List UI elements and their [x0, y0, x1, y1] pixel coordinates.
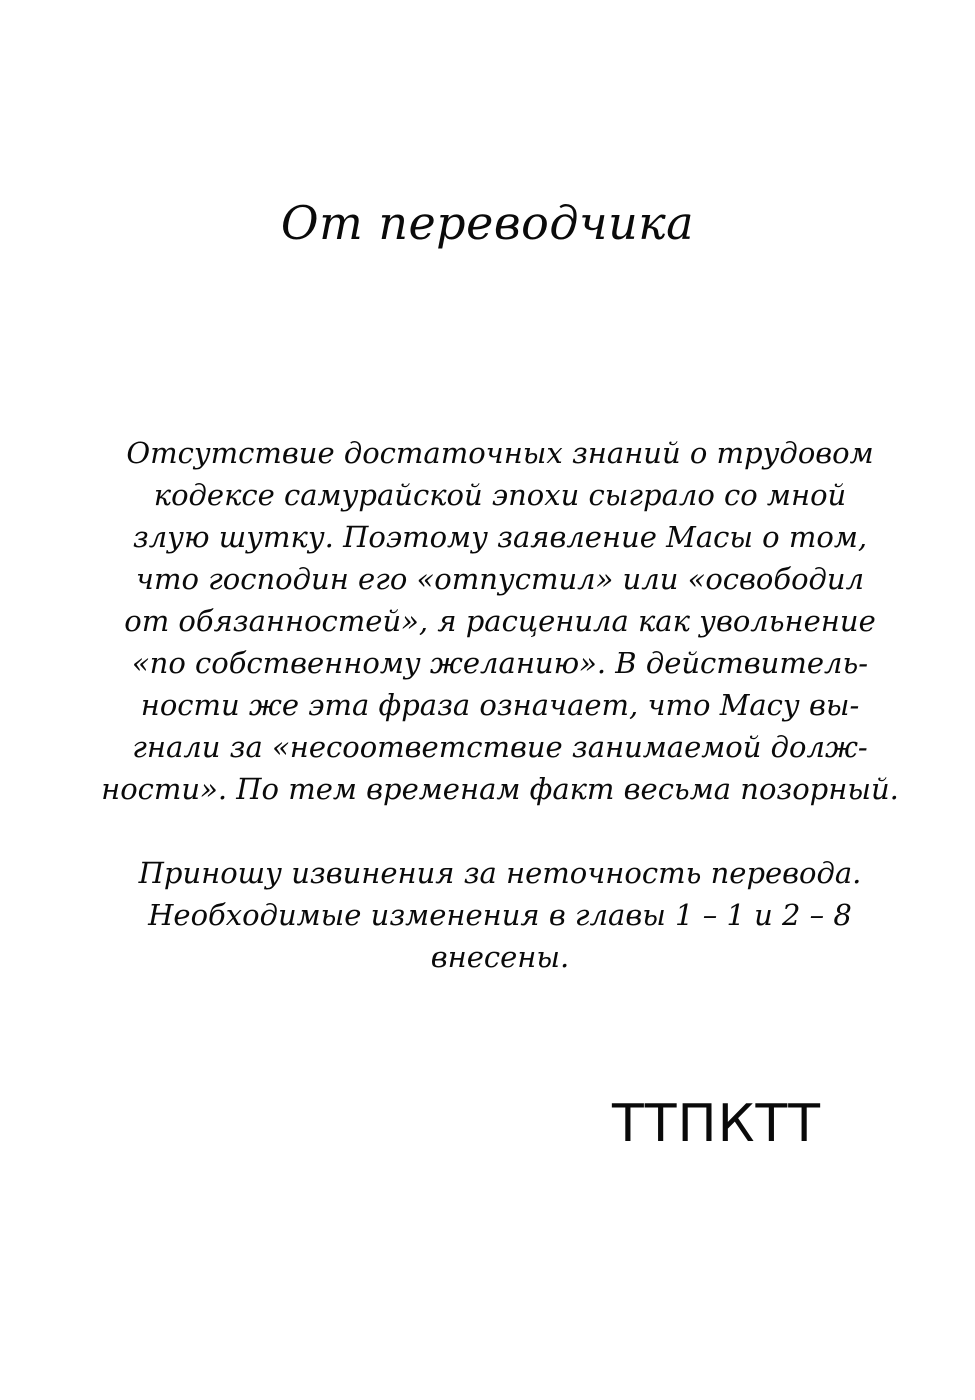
- text-line: Необходимые изменения в главы 1 – 1 и 2 – 8: [148, 898, 852, 932]
- text-line: внесены.: [430, 940, 570, 974]
- text-line: Отсутствие достаточных знаний о трудовом: [126, 436, 874, 470]
- explanation-paragraph: [100, 432, 900, 810]
- text-line: Приношу извинения за неточность перевода.: [138, 856, 862, 890]
- text-line: ности». По тем временам факт весьма позорный.: [101, 772, 899, 806]
- text-line: гнали за «несоответствие занимаемой долж-: [132, 730, 868, 764]
- text-line: ности же эта фраза означает, что Масу вы-: [140, 688, 860, 722]
- text-line: «по собственному желанию». В действитель-: [131, 646, 869, 680]
- page-title: От переводчика: [280, 196, 695, 250]
- apology-paragraph: [100, 852, 900, 978]
- text-line: от обязанностей», я расценила как увольнение: [124, 604, 876, 638]
- text-line: злую шутку. Поэтому заявление Масы о том,: [132, 520, 868, 554]
- text-line: что господин его «отпустил» или «освободил: [135, 562, 865, 596]
- signature: ТТПКТТ: [612, 1094, 822, 1154]
- text-line: кодексе самурайской эпохи сыграло со мной: [153, 478, 847, 512]
